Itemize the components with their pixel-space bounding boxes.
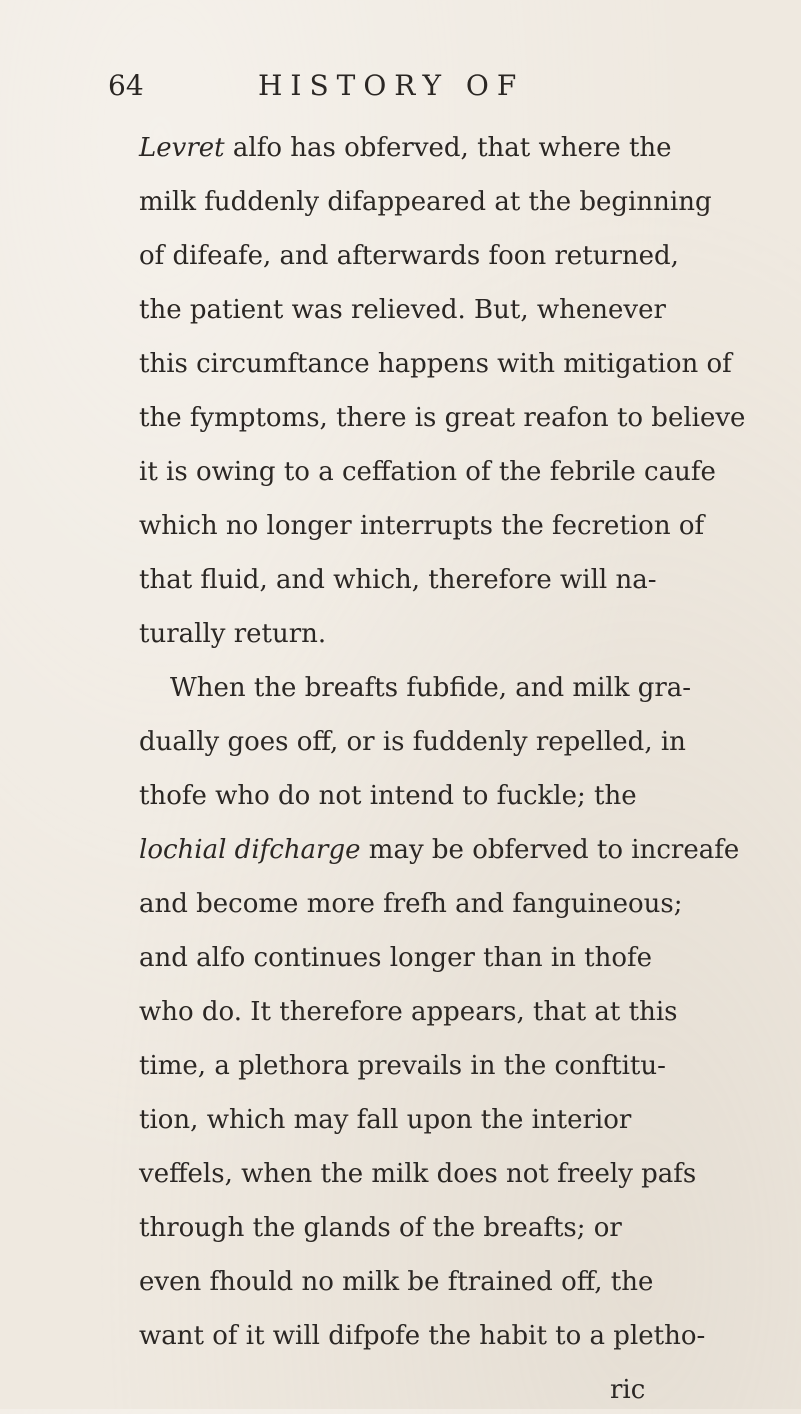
line-text: may be obferved to increafe	[360, 835, 740, 865]
text-line: want of it will difpofe the habit to a pletho-	[139, 1321, 706, 1351]
text-line: which no longer interrupts the fecretion of	[139, 511, 705, 541]
line-text: alfo has obferved, that where the	[224, 133, 672, 163]
text-line: milk fuddenly difappeared at the beginning	[139, 187, 712, 217]
text-line: When the breafts fubfide, and milk gra-	[170, 673, 692, 703]
text-line: turally return.	[139, 619, 327, 649]
catchword: ric	[610, 1375, 646, 1405]
text-line: the patient was relieved. But, whenever	[139, 295, 666, 325]
text-line: and alfo continues longer than in thofe	[139, 943, 653, 973]
text-line	[139, 124, 672, 172]
text-line	[139, 826, 739, 874]
text-line: thofe who do not intend to fuckle; the	[139, 781, 637, 811]
running-title: HISTORY OF	[258, 69, 525, 102]
text-line: tion, which may fall upon the interior	[139, 1105, 632, 1135]
running-head	[108, 66, 588, 106]
italic-term: lochial difcharge	[139, 835, 361, 865]
text-line: even fhould no milk be ftrained off, the	[139, 1267, 654, 1297]
text-line: and become more frefh and fanguineous;	[139, 889, 683, 919]
italic-name: Levret	[139, 133, 225, 163]
page-number: 64	[108, 69, 144, 102]
text-line: of difeafe, and afterwards foon returned,	[139, 241, 679, 271]
text-line: dually goes off, or is fuddenly repelled, in	[139, 727, 686, 757]
text-line: veffels, when the milk does not freely pafs	[139, 1159, 697, 1189]
text-line: the fymptoms, there is great reafon to believe	[139, 403, 746, 433]
text-line: it is owing to a ceffation of the febrile caufe	[139, 457, 716, 487]
text-line: this circumftance happens with mitigation of	[139, 349, 732, 379]
text-line: who do. It therefore appears, that at this	[139, 997, 678, 1027]
text-line: through the glands of the breafts; or	[139, 1213, 622, 1243]
text-line: time, a plethora prevails in the conftitu-	[139, 1051, 666, 1081]
text-line: that fluid, and which, therefore will na-	[139, 565, 657, 595]
